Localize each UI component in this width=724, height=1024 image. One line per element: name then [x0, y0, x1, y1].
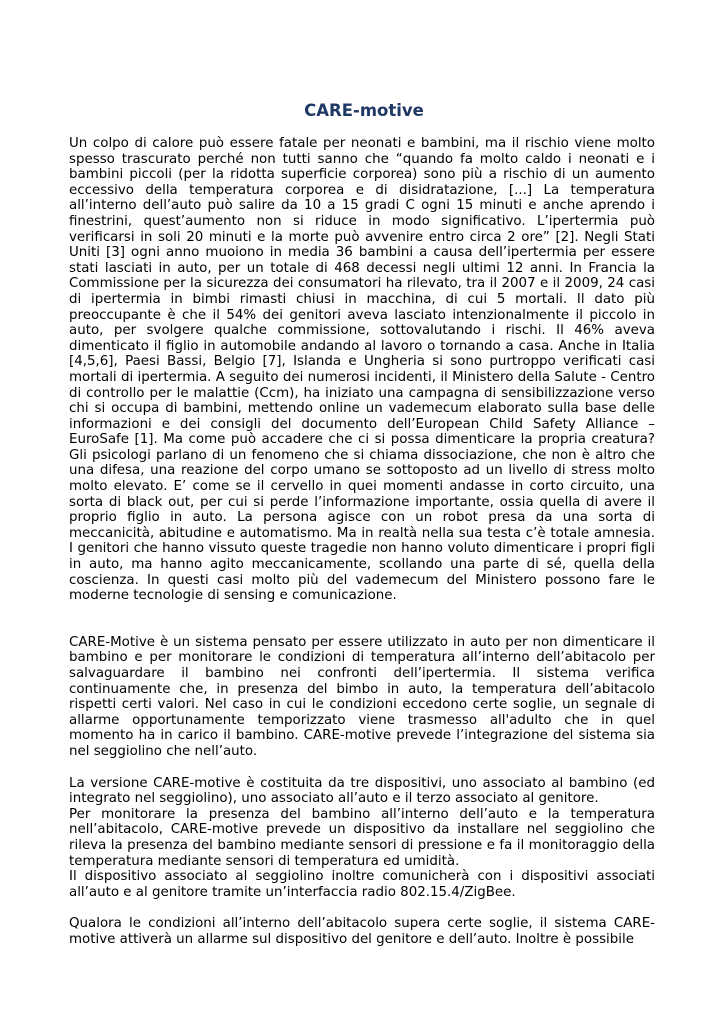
paragraph-spacer	[69, 900, 655, 916]
document-title: CARE-motive	[304, 101, 424, 120]
paragraph-devices: La versione CARE-motive è costituita da tre dispositivi, uno associato al bambino (ed integrato nel seggiolino), uno associato all’auto e il terzo associato al genitore.	[69, 775, 655, 807]
paragraph-seat-monitoring: Per monitorare la presenza del bambino all’interno dell’auto e la temperatura nell’abitacolo, CARE-motive prevede un dispositivo da installare nel seggiolino che rileva la presenza del bambino mediante sensori di pressione e fa il monitoraggio della temperatura mediante sensori di temperatura ed umidità.	[69, 806, 655, 869]
paragraph-alarm: Qualora le condizioni all’interno dell’abitacolo supera certe soglie, il sistema CARE-motive attiverà un allarme sul dispositivo del genitore e dell’auto. Inoltre è possibile	[69, 916, 655, 947]
paragraph-spacer	[69, 760, 655, 776]
paragraph-system-description: CARE-Motive è un sistema pensato per essere utilizzato in auto per non dimenticare il bambino e per monitorare le condizioni di temperatura all’interno dell’abitacolo per salvaguardare il bambino nei confronti dell’ipertermia. Il sistema verifica continuamente che, in presenza del bimbo in auto, la temperatura dell’abitacolo rispetti certi valori. Nel caso in cui le condizioni eccedono certe soglie, un segnale di allarme opportunamente temporizzato viene trasmesso all'adulto che in quel momento ha in carico il bambino. CARE-motive prevede l’integrazione del sistema sia nel seggiolino che nell’auto.	[69, 634, 655, 759]
document-page	[69, 100, 655, 948]
paragraph-intro: Un colpo di calore può essere fatale per neonati e bambini, ma il rischio viene molto spesso trascurato perché non tutti sanno che “quando fa molto caldo i neonati e i bambini piccoli (per la ridotta superficie corporea) sono più a rischio di un aumento eccessivo della temperatura corporea e di disidratazione, [...] La temperatura all’interno dell’auto può salire da 10 a 15 gradi C ogni 15 minuti e anche aprendo i finestrini, quest’aumento non si riduce in modo significativo. L’ipertermia può verificarsi in soli 20 minuti e la morte può avvenire entro circa 2 ore” [2]. Negli Stati Uniti [3] ogni anno muoiono in media 36 bambini a causa dell’ipertermia per essere stati lasciati in auto, per un totale di 468 decessi negli ultimi 12 anni. In Francia la Commissione per la sicurezza dei consumatori ha rilevato, tra il 2007 e il 2009, 24 casi di ipertermia in bimbi rimasti chiusi in macchina, di cui 5 mortali. Il dato più preoccupante è che il 54% dei genitori aveva lasciato intenzionalmente il piccolo in auto, per svolgere qualche commissione, sottovalutando i rischi. Il 46% aveva dimenticato il figlio in automobile andando al lavoro o tornando a casa. Anche in Italia [4,5,6], Paesi Bassi, Belgio [7], Islanda e Ungheria si sono purtroppo verificati casi mortali di ipertermia. A seguito dei numerosi incidenti, il Ministero della Salute - Centro di controllo per le malattie (Ccm), ha iniziato una campagna di sensibilizzazione verso chi si occupa di bambini, mettendo online un vademecum elaborato sulla base delle informazioni e dei consigli del documento dell’European Child Safety Alliance – EuroSafe [1]. Ma come può accadere che ci si possa dimenticare la propria creatura? Gli psicologi parlano di un fenomeno che si chiama dissociazione, che non è altro che una difesa, una reazione del corpo umano se sottoposto ad un livello di stress molto molto elevato. E’ come se il cervello in quei momenti andasse in corto circuito, una sorta di black out, per cui si perde l’informazione importante, ossia quella di avere il proprio figlio in auto. La persona agisce con un robot presa da una sorta di meccanicità, abitudine e automatismo. Ma in realtà nella sua testa c’è totale amnesia. I genitori che hanno vissuto queste tragedie non hanno voluto dimenticare i propri figli in auto, ma hanno agito meccanicamente, scollando una parte di sé, quella della coscienza. In questi casi molto più del vademecum del Ministero possono fare le moderne tecnologie di sensing e comunicazione.	[69, 136, 655, 604]
paragraph-radio-interface: Il dispositivo associato al seggiolino inoltre comunicherà con i dispositivi associati all’auto e al genitore tramite un’interfaccia radio 802.15.4/ZigBee.	[69, 869, 655, 900]
paragraph-spacer	[69, 604, 655, 635]
